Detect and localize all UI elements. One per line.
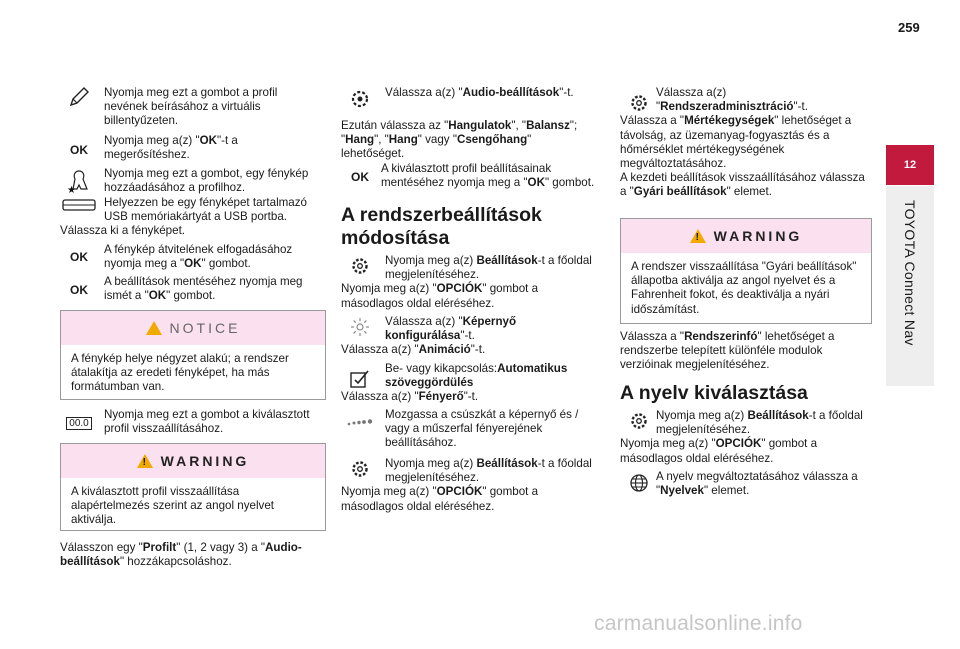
ok-icon: OK <box>70 143 88 157</box>
paragraph: OK A kiválasztott profil beállításainak mentéséhez nyomja meg a "OK" gombot. <box>341 162 596 190</box>
slider-icon <box>341 417 379 431</box>
gear-icon <box>341 458 379 484</box>
gear-icon <box>341 255 379 281</box>
paragraph: 00.0 Nyomja meg ezt a gombot a kiválasztott profil visszaállításához. <box>60 408 322 436</box>
paragraph: Válasszon egy "Profilt" (1, 2 vagy 3) a "Audio-beállítások" hozzákapcsoláshoz. <box>60 541 302 569</box>
gear-icon <box>620 410 658 436</box>
counter-display-icon: 00.0 <box>60 416 98 430</box>
watermark: carmanualsonline.info <box>594 612 803 635</box>
paragraph: Nyomja meg a(z) Beállítások-t a főoldal megjelenítéséhez. Nyomja meg a(z) "OPCIÓK" gombot a másodlagos oldal eléréséhez. <box>620 409 863 465</box>
ok-icon: OK <box>70 283 88 297</box>
warning-box <box>60 443 326 531</box>
paragraph: Helyezzen be egy fényképet tartalmazó USB memóriakártyát a USB portba. Válassza ki a fényképet. <box>60 196 308 238</box>
chapter-title: TOYOTA Connect Nav <box>902 200 919 346</box>
paragraph: Nyomja meg a(z) Beállítások-t a főoldal megjelenítéséhez. Nyomja meg a(z) "OPCIÓK" gombot a másodlagos oldal eléréséhez. <box>341 254 592 310</box>
section-heading: A nyelv kiválasztása <box>620 382 808 404</box>
paragraph: Mozgassa a csúszkát a képernyő és / vagy a műszerfal fényerejének beállításához. <box>341 408 596 451</box>
warning-box <box>620 218 872 324</box>
pencil-icon <box>60 86 98 112</box>
paragraph: Nyomja meg ezt a gombot a profil nevének beírásához a virtuális billentyűzeten. <box>60 86 322 129</box>
svg-text:★: ★ <box>67 185 76 195</box>
brightness-icon <box>341 316 379 342</box>
gear-icon <box>620 92 658 118</box>
language-globe-icon <box>620 472 658 498</box>
paragraph: Be- vagy kikapcsolás:Automatikus szöveggördülés Válassza a(z) "Fényerő"-t. <box>341 362 568 404</box>
text-scroll-icon <box>341 368 379 394</box>
paragraph: Nyomja meg a(z) Beállítások-t a főoldal megjelenítéséhez. Nyomja meg a(z) "OPCIÓK" gombot a másodlagos oldal eléréséhez. <box>341 457 592 513</box>
paragraph: Válassza a(z) "Rendszeradminisztráció"-t. Válassza a "Mértékegységek" lehetőséget a távolság, az üzemanyag-fogyasztás és a hőmérséklet mértékegységének megváltoztatásához. A kezdeti beállítások visszaállításához válassza a "Gyári beállítások" elemet. <box>620 86 865 199</box>
paragraph: OK A beállítások mentéséhez nyomja meg ismét a "OK" gombot. <box>60 275 322 303</box>
warning-header: ! WARNING <box>61 444 325 478</box>
paragraph: Ezután válassza az "Hangulatok", "Balansz"; "Hang", "Hang" vagy "Csengőhang" lehetőséget. <box>341 119 578 161</box>
chapter-side-label <box>886 186 934 386</box>
ok-icon: OK <box>351 170 369 184</box>
warning-text: A rendszer visszaállítása "Gyári beállítások" állapotba aktiválja az angol nyelvet és a Fahrenheit fokot, és deaktiválja a nyári időszámítást. <box>631 260 857 316</box>
paragraph: A nyelv megváltoztatásához válassza a "Nyelvek" elemet. <box>620 470 870 498</box>
paragraph: Válassza a(z) "Képernyő konfigurálása"-t. Válassza a(z) "Animáció"-t. <box>341 315 517 357</box>
warning-text: A kiválasztott profil visszaállítása alapértelmezés szerint az angol nyelvet aktiválja. <box>71 485 274 527</box>
page-number: 259 <box>898 20 920 35</box>
usb-drive-icon <box>60 199 98 215</box>
chapter-tab[interactable] <box>886 145 934 185</box>
notice-header: NOTICE <box>61 311 325 345</box>
add-photo-icon <box>60 169 98 199</box>
section-heading: A rendszerbeállítások módosítása <box>341 204 542 249</box>
warning-icon: ! <box>137 454 153 468</box>
paragraph: Válassza a(z) "Audio-beállítások"-t. <box>341 86 596 100</box>
caution-icon <box>146 321 162 335</box>
warning-icon: ! <box>690 229 706 243</box>
notice-text: A fénykép helye négyzet alakú; a rendszer átalakítja az eredeti fényképet, ha más formátumban van. <box>71 352 289 394</box>
ok-icon: OK <box>70 250 88 264</box>
notice-box <box>60 310 326 400</box>
audio-settings-icon <box>341 87 379 115</box>
paragraph: OK A fénykép átvitelének elfogadásához nyomja meg a "OK" gombot. <box>60 243 322 271</box>
chapter-number: 12 <box>903 158 917 171</box>
paragraph: ★ Nyomja meg ezt a gombot, egy fénykép hozzáadásához a profilhoz. <box>60 167 322 195</box>
paragraph: OK Nyomja meg a(z) "OK"-t a megerősítéshez. <box>60 134 322 162</box>
paragraph: Válassza a "Rendszerinfó" lehetőséget a rendszerbe telepített különféle modulok verzióinak megjelenítéséhez. <box>620 330 835 372</box>
warning-header: ! WARNING <box>621 219 871 253</box>
